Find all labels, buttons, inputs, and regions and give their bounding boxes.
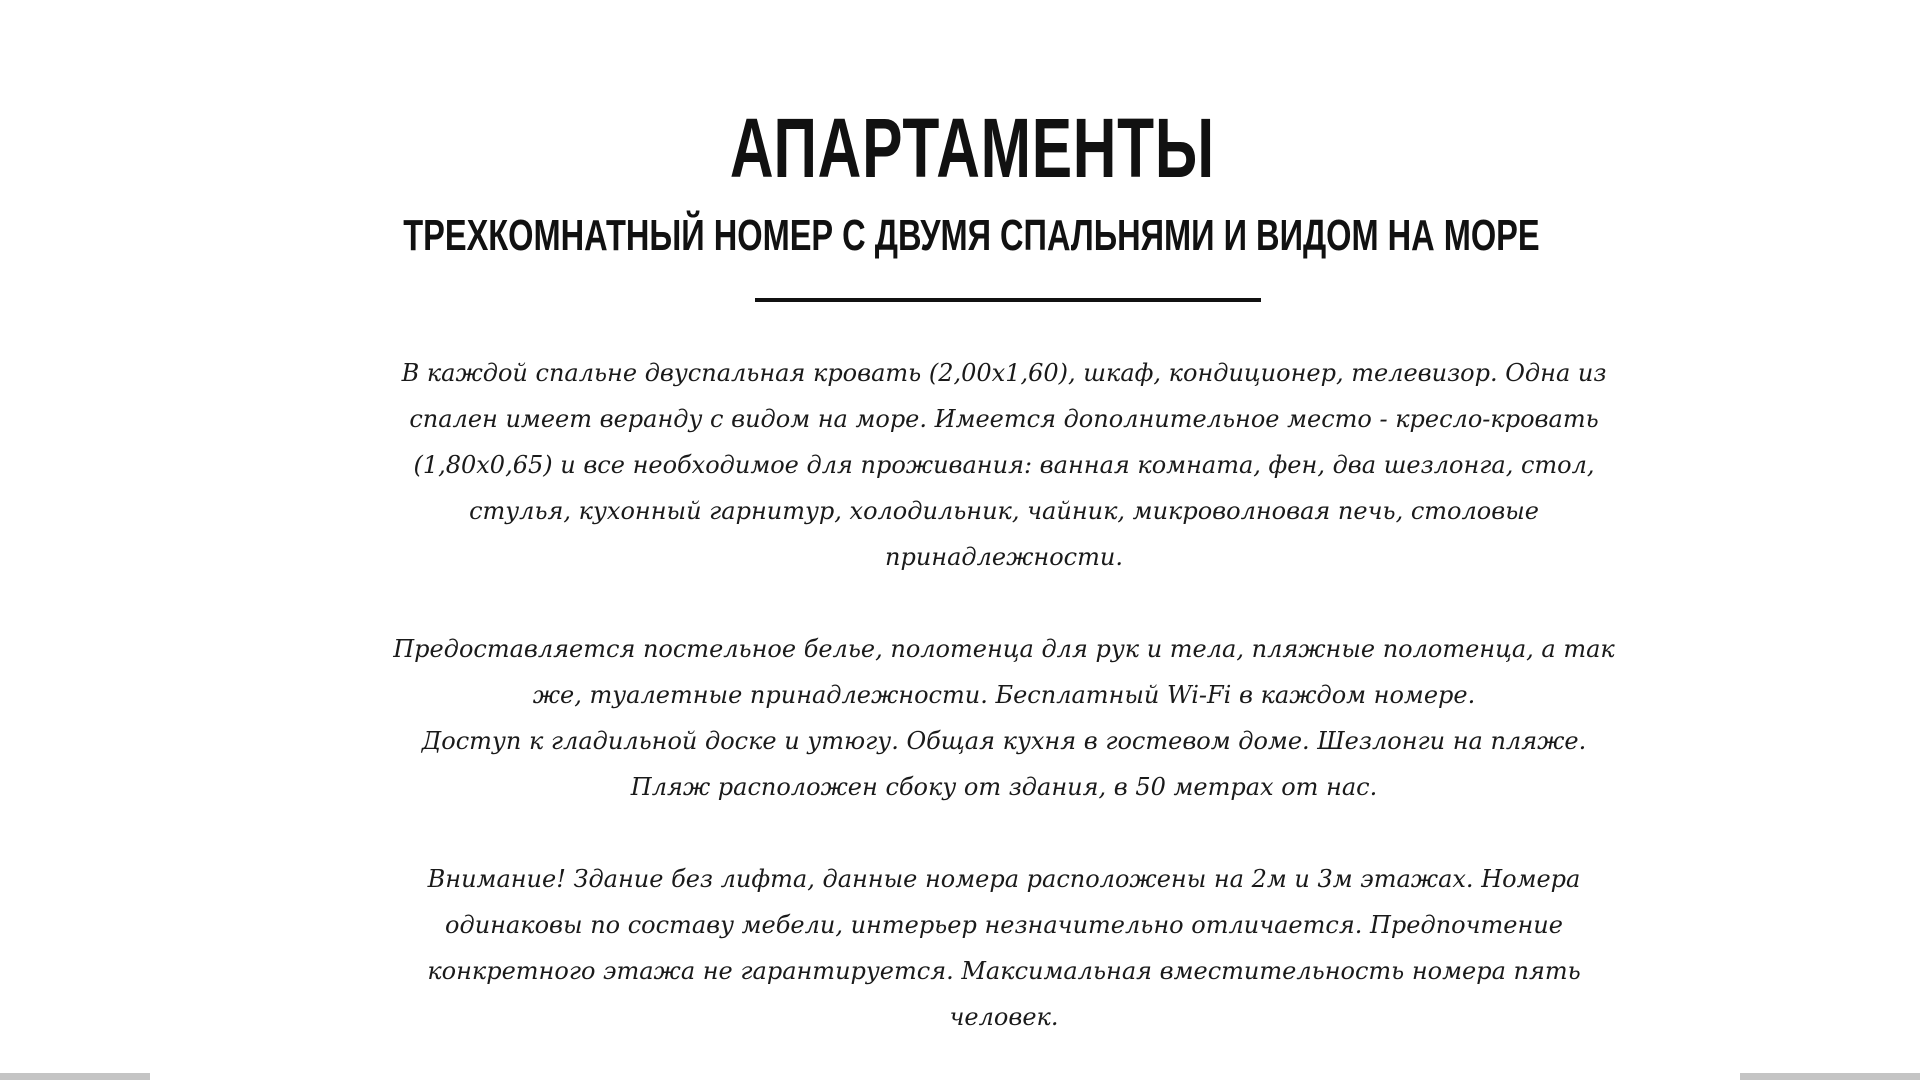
description [370, 350, 1638, 1040]
description-paragraph-rooms: В каждой спальне двуспальная кровать (2,00х1,60), шкаф, кондиционер, телевизор. Одна из спален имеет веранду с видом на море. Имеется дополнительное место - кресло-кровать (1,80х0,65) и все необходимое для проживания: ванная комната, фен, два шезлонга, стол, стулья, кухонный гарнитур, холодильник, чайник, микроволновая печь, столовые принадлежности. [401, 359, 1607, 571]
page-subtitle: ТРЕХКОМНАТНЫЙ НОМЕР С ДВУМЯ СПАЛЬНЯМИ И ВИДОМ НА МОРЕ [403, 211, 1540, 260]
description-paragraph-beach: Пляж расположен сбоку от здания, в 50 метрах от нас. [630, 773, 1378, 801]
description-paragraph-notice: Внимание! Здание без лифта, данные номера расположены на 2м и 3м этажах. Номера одинаковы по составу мебели, интерьер незначительно отличается. Предпочтение конкретного этажа не гарантируется. Максимальная вместительность номера пять человек. [427, 865, 1581, 1031]
description-paragraph-amenities: Предоставляется постельное белье, полотенца для рук и тела, пляжные полотенца, а так же, туалетные принадлежности. Бесплатный Wi-Fi в каждом номере. [393, 635, 1615, 709]
bottom-right-edge-bar [1740, 1073, 1920, 1080]
bottom-left-edge-bar [0, 1073, 150, 1080]
description-paragraph-access: Доступ к гладильной доске и утюгу. Общая кухня в гостевом доме. Шезлонги на пляже. [421, 727, 1587, 755]
page-title: АПАРТАМЕНТЫ [729, 101, 1215, 195]
title-divider [755, 298, 1261, 302]
